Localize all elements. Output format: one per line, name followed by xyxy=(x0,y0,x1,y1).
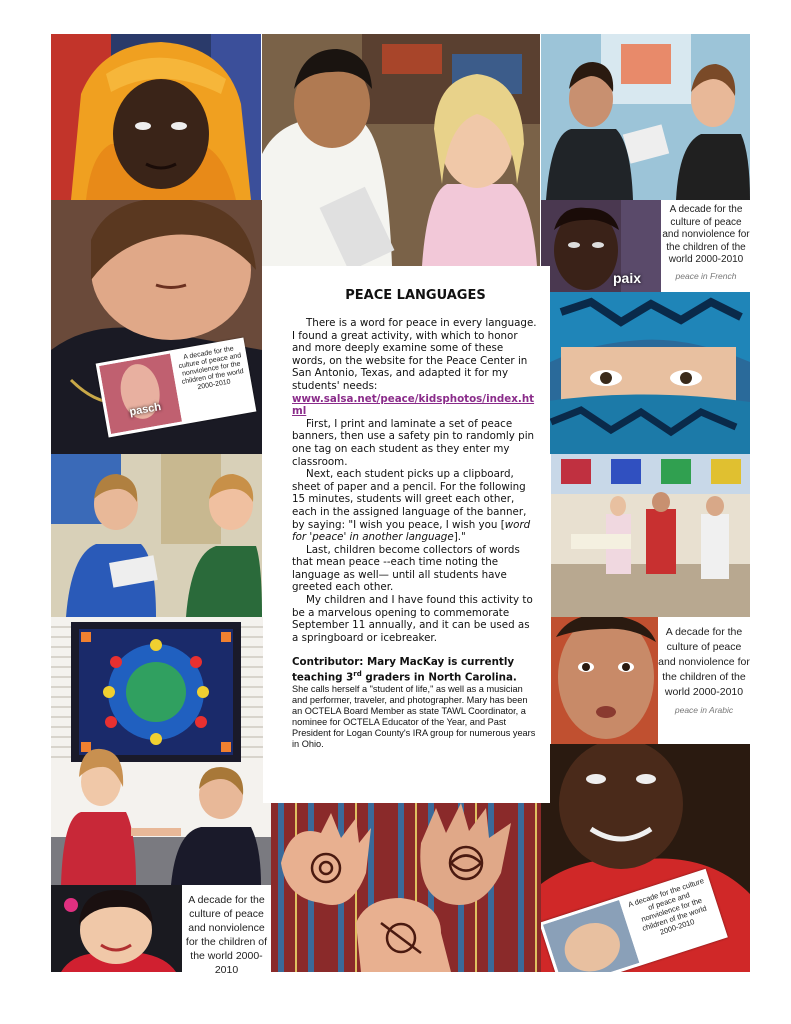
photo-girl-orange-headscarf xyxy=(51,34,261,200)
article-link-line xyxy=(292,393,539,418)
photo-henna-hands xyxy=(271,803,541,972)
article-panel xyxy=(263,266,550,803)
article-paragraph-next xyxy=(292,468,539,544)
photo-kids-clipboard-classroom xyxy=(262,34,540,266)
photo-quilt-kids-shaking-hands xyxy=(51,617,271,885)
pasch-word: pasch xyxy=(128,401,162,419)
photo-classroom-greeting xyxy=(551,454,750,617)
caption-french-note: peace in French xyxy=(675,270,737,281)
caption-banner-text: A decade for the culture of peace and nonviolence for the children of the world 2000-2010 xyxy=(658,626,750,698)
caption-banner-bottom-left xyxy=(182,885,271,976)
article-paragraph-first: First, I print and laminate a set of peace banners, then use a safety pin to randomly pin one tag on each student as they enter my classroom. xyxy=(292,417,535,468)
article-paragraph-last: Last, children become collectors of words that mean peace --each time noting the language as well— until all students have greeted each other. xyxy=(292,543,520,594)
intro-text: There is a word for peace in every language. I found a great activity, with which to honor and more deeply examine some of these words, on the website for the Peace Center in San Antonio, Texas, and adapted it for my students' needs: xyxy=(292,317,537,392)
next-text-end: ]." xyxy=(453,531,466,544)
caption-arabic-note: peace in Arabic xyxy=(674,705,734,715)
photo-girl-with-peace-tag xyxy=(541,744,750,972)
caption-banner-text: A decade for the culture of peace and nonviolence for the children of the world 2000-2010 xyxy=(185,894,268,976)
next-text-emphasis: word for 'peace' in another language xyxy=(292,518,531,544)
peace-center-link[interactable]: www.salsa.net/peace/kidsphotos/index.html xyxy=(292,392,535,418)
photo-boy-holding-banner xyxy=(51,200,262,454)
article-title: PEACE LANGUAGES xyxy=(345,288,486,303)
tag-banner-text: A decade for the culture of peace and nonviolence for the children of the world 2000-2010 xyxy=(178,345,245,392)
contributor-bio: She calls herself a "student of life," as well as a musician and performer, traveler, and photographer. Mary has been an OCTELA Board Member as state TAWL Coordinator, a nominee for OCTELA Educator of the Year, and Past President for Logan County's IRA group for numerous years in Ohio. xyxy=(292,683,536,749)
caption-peace-in-french xyxy=(662,200,750,292)
photo-smiling-girl-red-dress xyxy=(51,885,182,972)
caption-banner-text: A decade for the culture of peace and nonviolence for the children of the world 2000-2010 xyxy=(662,204,750,265)
paix-word: paix xyxy=(613,270,642,286)
next-text-start: Next, each student picks up a clipboard, sheet of paper and a pencil. For the following 15 minutes, students will greet each other, each in the assigned language of the banner, by saying: "I wish you peace, I wish you [ xyxy=(292,468,527,531)
contributor-line xyxy=(292,656,539,683)
contributor-text-a: Mary MacKay is currently teaching 3 xyxy=(292,656,515,684)
photo-child-blue-scarf xyxy=(541,292,750,454)
article-paragraph-closing: My children and I have found this activity to be a marvelous opening to commemorate September 11 annually, and it can be used as a springboard or icebreaker. xyxy=(292,594,533,644)
photo-girl-close-up xyxy=(551,617,658,744)
contributor-text-b: graders in North Carolina. xyxy=(361,671,517,684)
photo-two-boys-hallway xyxy=(541,34,750,200)
photo-boys-writing-clipboards xyxy=(51,454,262,617)
caption-peace-in-arabic xyxy=(658,617,750,744)
photo-girl-paix xyxy=(541,200,661,292)
contributor-sup: rd xyxy=(353,670,362,679)
tag-banner-text: A decade for the culture of peace and nonviolence for the children of the world 2000-2010 xyxy=(626,876,708,937)
article-paragraph-intro xyxy=(292,317,539,393)
contributor-label: Contributor: xyxy=(292,656,364,669)
